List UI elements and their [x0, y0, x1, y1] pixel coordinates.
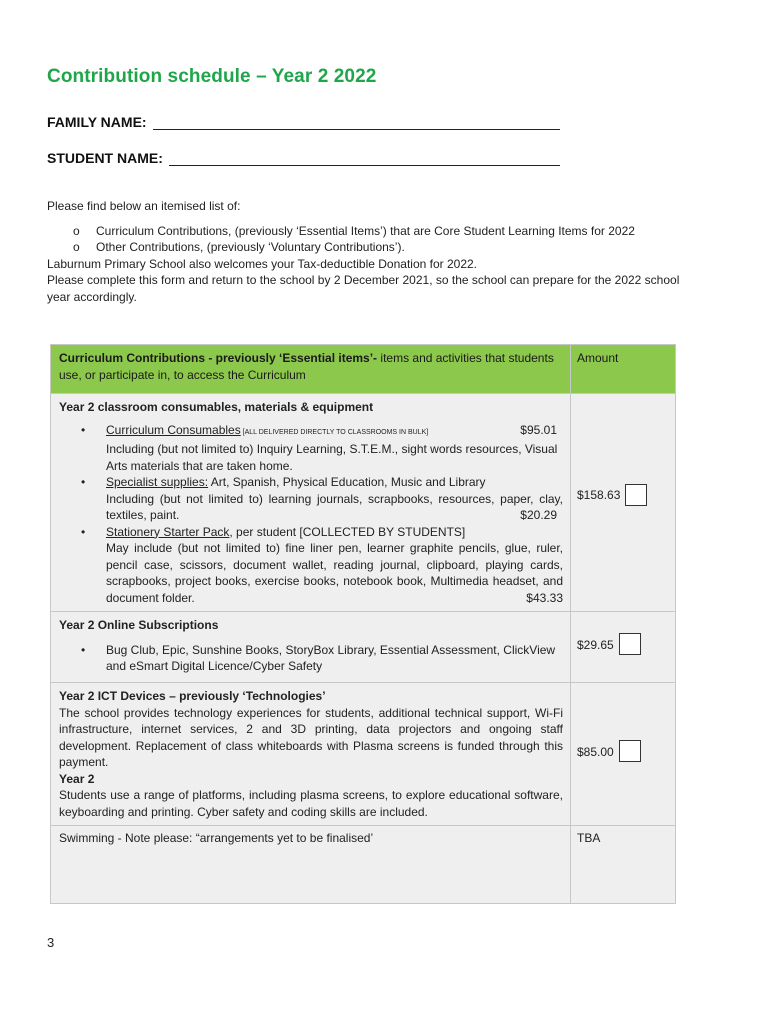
bullet: • — [81, 524, 86, 539]
consumables-checkbox[interactable] — [625, 484, 647, 506]
bullet: • — [81, 642, 86, 657]
intro-line-4: Please complete this form and return to the school by 2 December 2021, so the school can prepare for the 2022 school year accordingly. — [47, 273, 680, 304]
header-amount: Amount — [571, 345, 676, 394]
ict-text: The school provides technology experiences for students, additional technical support, Wi-Fi infrastructure, internet services, 2 and 3D printing, data projectors and ongoing staff development. Replacement of class whiteboards with Plasma screens is funded through this payment. — [59, 705, 563, 769]
ict-title: Year 2 ICT Devices – previously ‘Technologies’ — [59, 689, 326, 703]
online-amount-cell — [571, 612, 676, 683]
table-row — [51, 394, 676, 612]
intro-text — [47, 198, 687, 305]
list-item: • Stationery Starter Pack, per student [COLLECTED BY STUDENTS] May include (but not limited to) fine liner pen, learner graphite pencils, glue, ruler, pencil case, scissors, document wallet, reading journal, clipboard, playing cards, scrapbooks, project books, exercise books, notebook book, Multimedia headset, and document folder. $43.33 — [81, 524, 563, 605]
contribution-table — [50, 344, 676, 904]
option-bullet: o — [73, 223, 80, 238]
family-name-row — [47, 114, 560, 130]
ict-cell — [51, 683, 571, 826]
item-price: $95.01 — [520, 422, 557, 437]
list-item: • Curriculum Consumables [ALL DELIVERED DIRECTLY TO CLASSROOMS IN BULK] $95.01 Including (but not limited to) Inquiry Learning, S.T.E.M., sight words resources, Visual Arts materials that are taken home. — [81, 422, 558, 473]
intro-option-2: o Other Contributions, (previously ‘Voluntary Contributions’). — [73, 240, 405, 254]
consumables-amount: $158.63 — [577, 488, 621, 502]
table-header-row — [51, 345, 676, 394]
table-row — [51, 683, 676, 826]
header-description: Curriculum Contributions - previously ‘Essential items’- items and activities that students use, or participate in, to access the Curriculum — [51, 345, 571, 394]
consumables-title: Year 2 classroom consumables, materials & equipment — [59, 400, 374, 414]
student-name-label: STUDENT NAME: — [47, 150, 163, 166]
ict-amount-cell — [571, 683, 676, 826]
family-name-field[interactable] — [153, 116, 560, 130]
family-name-label: FAMILY NAME: — [47, 114, 147, 130]
bullet: • — [81, 422, 86, 437]
student-name-field[interactable] — [169, 152, 560, 166]
swimming-cell: Swimming - Note please: “arrangements yet to be finalised’ — [51, 826, 571, 904]
ict-checkbox[interactable] — [619, 740, 641, 762]
online-amount: $29.65 — [577, 638, 614, 652]
list-item: • Specialist supplies: Art, Spanish, Physical Education, Music and Library Including (but not limited to) learning journals, scrapbooks, resources, paper, clay, textiles, paint. $20.29 — [81, 475, 563, 522]
option-bullet: o — [73, 240, 80, 254]
table-row — [51, 826, 676, 904]
ict-subtitle: Year 2 — [59, 771, 95, 786]
ict-amount: $85.00 — [577, 745, 614, 759]
student-name-row — [47, 150, 560, 166]
list-item: • Bug Club, Epic, Sunshine Books, StoryBox Library, Essential Assessment, ClickView and eSmart Digital Licence/Cyber Safety — [81, 642, 556, 673]
online-cell — [51, 612, 571, 683]
item-price: $20.29 — [520, 508, 557, 522]
intro-lead: Please find below an itemised list of: — [47, 199, 241, 213]
online-checkbox[interactable] — [619, 633, 641, 655]
table-row — [51, 612, 676, 683]
intro-option-1: o Curriculum Contributions, (previously ‘Essential Items’) that are Core Student Learning Items for 2022 — [73, 223, 635, 238]
page-title: Contribution schedule – Year 2 2022 — [47, 66, 377, 87]
consumables-cell — [51, 394, 571, 612]
intro-line-3: Laburnum Primary School also welcomes your Tax-deductible Donation for 2022. — [47, 256, 478, 271]
item-price: $43.33 — [526, 590, 563, 605]
bullet: • — [81, 475, 86, 489]
ict-text-2: Students use a range of platforms, including plasma screens, to explore educational software, keyboarding and printing. Cyber safety and coding skills are included. — [59, 788, 563, 819]
swimming-amount: TBA — [571, 826, 676, 904]
consumables-amount-cell — [571, 394, 676, 612]
page-number: 3 — [47, 935, 55, 950]
online-title: Year 2 Online Subscriptions — [59, 618, 219, 632]
